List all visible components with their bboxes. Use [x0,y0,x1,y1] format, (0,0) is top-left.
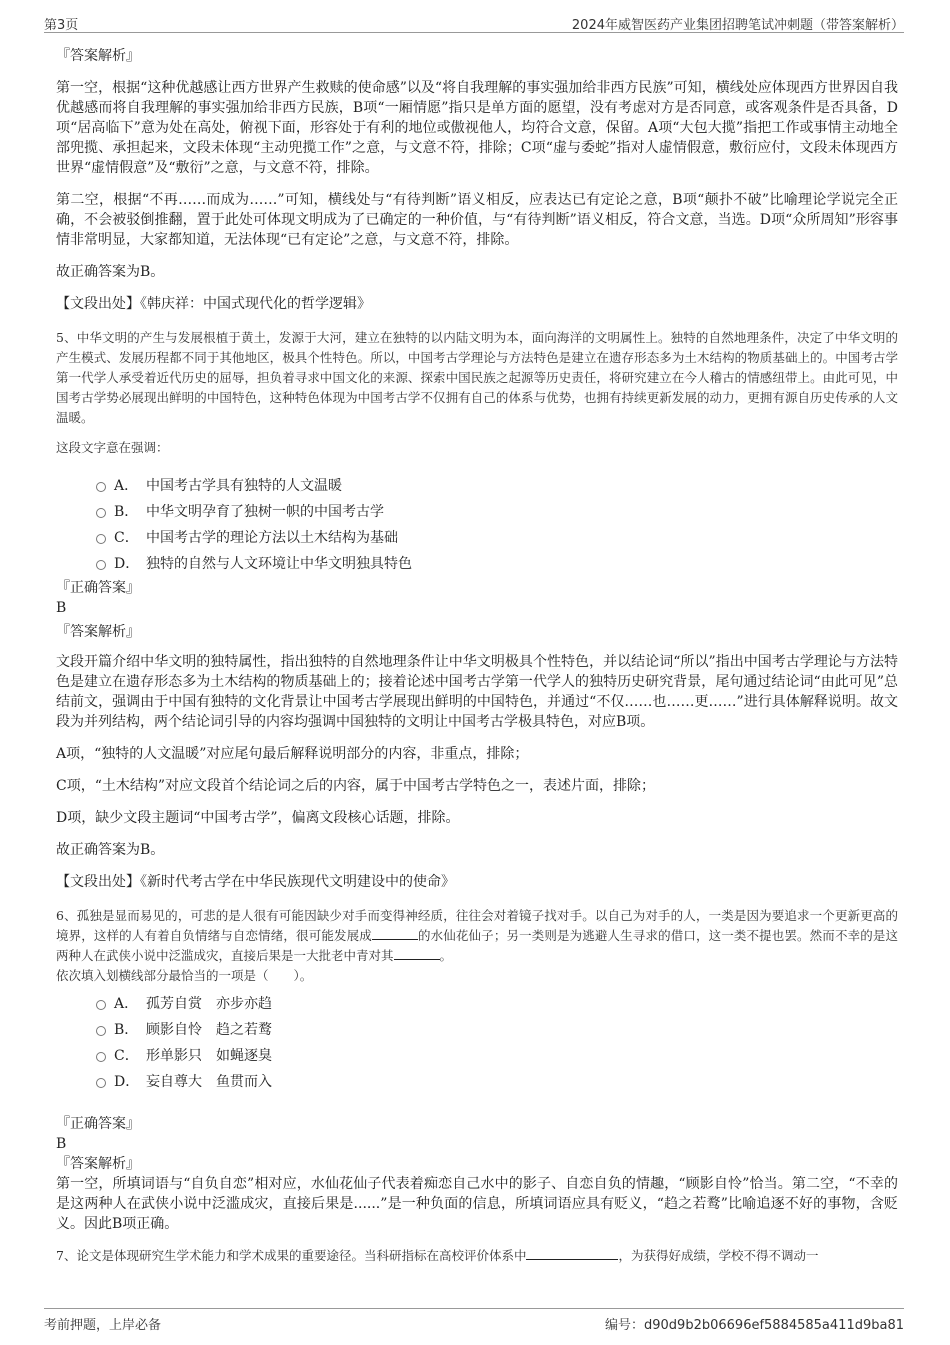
q6-option-d[interactable]: D． 妄自尊大 鱼贯而入 [96,1068,898,1094]
q6-answer: B [56,1136,67,1152]
q5-options [96,472,898,576]
q4-analysis-p1: 第一空，根据“这种优越感让西方世界产生救赎的使命感”以及“将自我理解的事实强加给非西方民族”可知，横线处应体现西方世界因自我优越感而将自我理解的事实强加给非西方民族，B项“一厢情愿”指只是单方面的愿望，没有考虑对方是否同意，或客观条件是否具备，D项“居高临下”意为处在高处，俯视下面，形容处于有利的地位或傲视他人，均符合文意，保留。A项“大包大揽”指把工作或事情主动地全部兜揽、承担起来，文段未体现“主动兜揽工作”之意，与文意不符，排除；C项“虚与委蛇”指对人虚情假意，敷衍应付，文段未体现西方世界“虚情假意”及“敷衍”之意，与文意不符，排除。 [56,80,898,176]
q5-ask: 这段文字意在强调： [56,440,169,455]
q4-source: 【文段出处】《韩庆祥：中国式现代化的哲学逻辑》 [56,296,371,312]
q5-analysis-p4: D项，缺少文段主题词“中国考古学”，偏离文段核心话题，排除。 [56,810,460,826]
page-header [0,0,950,34]
q6-option-a[interactable]: A． 孤芳自赏 亦步亦趋 [96,990,898,1016]
fill-blank [526,1246,618,1260]
q6-options [96,990,898,1094]
fill-blank [394,946,440,960]
q4-answer-line: 故正确答案为B。 [56,264,165,280]
q5-answer-label: 『正确答案』 [56,580,140,596]
q5-stem: 5、中华文明的产生与发展根植于黄土，发源于大河，建立在独特的以内陆文明为本，面向海洋的文明属性上。独特的自然地理条件，决定了中华文明的产生模式、发展历程都不同于其他地区，极具个性特色。所以，中国考古学理论与方法特色是建立在遗存形态多为土木结构的物质基础上的。中国考古学第一代学人承受着近代历史的屈辱，担负着寻求中国文化的来源、探索中国民族之起源等历史责任，将研究建立在今人稽古的情感纽带上。由此可见，中国考古学势必展现出鲜明的中国特色，这种特色体现为中国考古学不仅拥有自己的体系与优势，也拥有持续更新发展的动力，更拥有源自历史传承的人文温暖。 [56,330,898,425]
q5-answer-line: 故正确答案为B。 [56,842,165,858]
page-number: 第3页 [44,18,79,33]
q5-analysis-p3: C项，“土木结构”对应文段首个结论词之后的内容，属于中国考古学特色之一，表述片面，排除； [56,778,656,794]
q4-analysis-p2: 第二空，根据“不再……而成为……”可知，横线处与“有待判断”语义相反，应表达已有定论之意，B项“颠扑不破”比喻理论学说完全正确，不会被驳倒推翻，置于此处可体现文明成为了已确定的一种价值，与“有待判断”语义相反，符合文意，当选。D项“众所周知”形容事情非常明显，大家都知道，无法体现“已有定论”之意，与文意不符，排除。 [56,192,898,248]
footer-divider [44,1308,904,1309]
q6-ask: 依次填入划横线部分最恰当的一项是（ ）。 [56,968,313,983]
q5-analysis-label: 『答案解析』 [56,624,140,640]
q5-answer: B [56,600,67,616]
q6-analysis-label: 『答案解析』 [56,1156,140,1172]
q5-analysis-p2: A项，“独特的人文温暖”对应尾句最后解释说明部分的内容，非重点，排除； [56,746,529,762]
radio-icon[interactable] [96,1052,106,1062]
radio-icon[interactable] [96,560,106,570]
q5-analysis-p1: 文段开篇介绍中华文明的独特属性，指出独特的自然地理条件让中华文明极具个性特色，并以结论词“所以”指出中国考古学理论与方法特色是建立在遗存形态多为土木结构的物质基础上的；接着论述中国考古学第一代学人的独特历史研究背景，尾句通过结论词“由此可见”总结前文，强调由于中国有独特的文化背景让中国考古学展现出鲜明的中国特色，并通过“不仅……也……更……”进行具体解释说明。故文段为并列结构，两个结论词引导的内容均强调中国独特的文明让中国考古学极具特色，对应B项。 [56,654,898,730]
header-divider [44,32,904,33]
document-title: 2024年威智医药产业集团招聘笔试冲刺题（带答案解析） [571,18,904,33]
q6-option-b[interactable]: B． 顾影自怜 趋之若鹜 [96,1016,898,1042]
q4-analysis-label: 『答案解析』 [56,48,140,64]
q5-option-c[interactable]: C． 中国考古学的理论方法以土木结构为基础 [96,524,898,550]
q6-analysis-p1: 第一空，所填词语与“自负自恋”相对应，水仙花仙子代表着痴恋自己水中的影子、自恋自负的情趣，“顾影自怜”恰当。第二空，“不幸的是这两种人在武侠小说中泛滥成灾，直接后果是......”是一种负面的信息，所填词语应具有贬义，“趋之若鹜”比喻追逐不好的事物，含贬义。因此B项正确。 [56,1176,898,1232]
page-content [56,40,898,1266]
q6-stem: 6、孤独是显而易见的，可悲的是人很有可能因缺少对手而变得神经质，往往会对着镜子找对手。以自己为对手的人，一类是因为要追求一个更新更高的境界，这样的人有着自负情绪与自恋情绪，很可能发展成 的水仙花仙子；另一类则是为逃避人生寻求的借口，这一类不提也罢。然而不幸的是这两种人在武侠小说中泛滥成灾，直接后果是一大批老中青对其 。 [56,908,898,963]
radio-icon[interactable] [96,1078,106,1088]
q5-option-d[interactable]: D． 独特的自然与人文环境让中华文明独具特色 [96,550,898,576]
radio-icon[interactable] [96,482,106,492]
footer-slogan: 考前押题，上岸必备 [44,1318,162,1333]
q5-option-a[interactable]: A． 中国考古学具有独特的人文温暖 [96,472,898,498]
q5-option-b[interactable]: B． 中华文明孕育了独树一帜的中国考古学 [96,498,898,524]
document-id: 编号：d90d9b2b06696ef5884585a411d9ba81 [605,1318,904,1333]
q6-option-c[interactable]: C． 形单影只 如蝇逐臭 [96,1042,898,1068]
radio-icon[interactable] [96,508,106,518]
q6-answer-label: 『正确答案』 [56,1116,140,1132]
radio-icon[interactable] [96,534,106,544]
q5-source: 【文段出处】《新时代考古学在中华民族现代文明建设中的使命》 [56,874,455,890]
page-footer [0,1308,950,1345]
q7-stem: 7、论文是体现研究生学术能力和学术成果的重要途径。当科研指标在高校评价体系中 ，为获得好成绩，学校不得不调动一 [56,1248,819,1263]
radio-icon[interactable] [96,1026,106,1036]
radio-icon[interactable] [96,1000,106,1010]
fill-blank [372,926,418,940]
